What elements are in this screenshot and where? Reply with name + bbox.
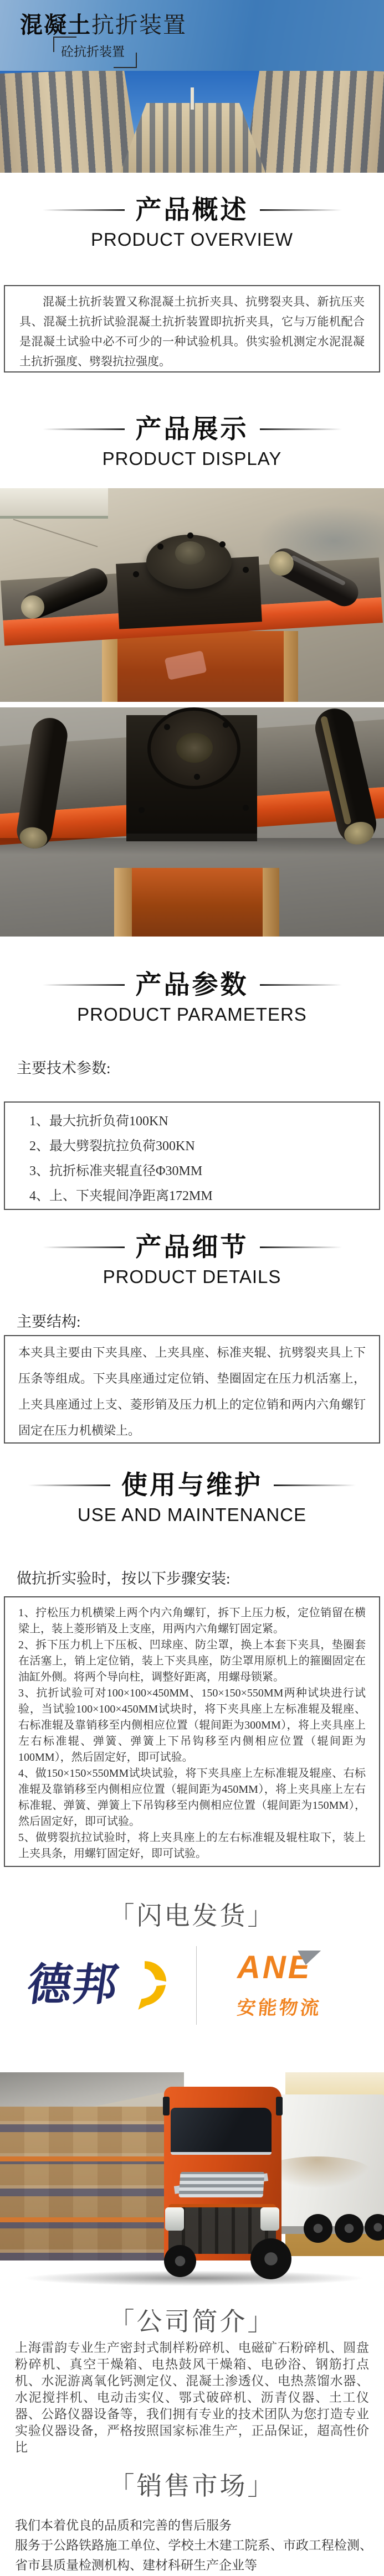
maintenance-step: 5、做劈裂抗拉试验时，将上夹具座上的左右标准辊及辊柱取下，装上上夹具条，用螺钉固定好，即可试验。 xyxy=(18,1832,366,1860)
section-parameters-header xyxy=(0,970,384,1025)
bolt-hole xyxy=(219,541,226,547)
company-title: 「公司简介」 xyxy=(109,2307,275,2336)
section-title-zh: 产品细节 xyxy=(135,1232,249,1261)
market-body xyxy=(15,2516,372,2575)
parameter-item: 4、上、下夹辊间净距离172MM xyxy=(29,1189,213,1203)
bolt-hole xyxy=(223,722,229,728)
maintenance-step: 3、抗折试验可对100×100×450MM、150×150×550MM两种试块进行试验，当试验100×100×450MM试块时，将下夹具座上左标准辊及辊座、右标准辊及靠销移至内侧相应位置（辊间距为300MM），将上夹具座上左右标准辊、弹簧、弹簧上下吊钩移至内侧相应位置（辊间距为100MM），然后固定好，即可试验。 xyxy=(18,1687,366,1763)
background-machine xyxy=(0,488,108,519)
section-title-zh: 产品概述 xyxy=(135,195,249,224)
building-spire xyxy=(191,87,194,110)
ane-triangle-icon xyxy=(294,1951,321,1965)
floor-crack xyxy=(13,519,98,547)
cab-front-wheel xyxy=(250,2238,291,2279)
divider-line xyxy=(260,209,342,211)
parameter-item: 3、抗折标准夹辊直径Φ30MM xyxy=(29,1164,203,1178)
section-title-en: USE AND MAINTENANCE xyxy=(77,1504,307,1525)
divider-line xyxy=(274,1484,356,1486)
cab-rear-wheel xyxy=(164,2245,196,2277)
maintenance-intro: 做抗折实验时，按以下步骤安装: xyxy=(17,1570,231,1587)
trailer-wheel xyxy=(304,2214,332,2243)
mirror-right xyxy=(276,2097,283,2115)
bolt-hole xyxy=(164,724,170,730)
bolt-hole xyxy=(243,805,249,811)
parameter-item: 1、最大抗折负荷100KN xyxy=(29,1114,168,1129)
product-photo-2 xyxy=(0,707,384,937)
company-body: 上海雷韵专业生产密封式制样粉碎机、电磁矿石粉碎机、圆盘粉碎机、真空干燥箱、电热鼓风干燥箱、电砂浴、钢筋打点机、水泥游离氧化钙测定仪、混凝土渗透仪、电热蒸馏水器、水泥搅拌机、电动击实仪、鄂式破碎机、沥青仪器、土工仪器、公路仪器设备等，我们拥有专业的技术团队为您打造专业实验仪器设备，严格按照国家标准生产，正品保证，超高性价比 xyxy=(15,2340,369,2454)
section-overview-header xyxy=(0,195,384,250)
truck-cab xyxy=(164,2087,281,2261)
wooden-crate xyxy=(132,868,263,937)
divider-line xyxy=(43,984,125,986)
divider-line xyxy=(260,1246,342,1248)
divider-line xyxy=(28,1484,110,1486)
section-title-en: PRODUCT OVERVIEW xyxy=(91,229,293,250)
market-line-1: 我们本着优良的品质和完善的售后服务 xyxy=(15,2518,232,2532)
building-right xyxy=(242,71,384,173)
fixture-boss xyxy=(175,541,205,565)
section-title-en: PRODUCT PARAMETERS xyxy=(77,1004,307,1025)
fixture-boss xyxy=(176,733,213,763)
parameters-box xyxy=(4,1101,380,1210)
logistics-logos xyxy=(0,1944,384,2028)
market-line-2: 服务于公路铁路施工单位、学校土木建工院系、市政工程检测、省市县质量检测机构、建材科研生产企业等 xyxy=(15,2538,372,2572)
headlight-left xyxy=(165,2207,184,2231)
parameter-item: 2、最大劈裂抗拉负荷300KN xyxy=(29,1139,195,1153)
mirror-left xyxy=(163,2097,170,2115)
bolt-hole xyxy=(133,571,139,577)
section-display-header xyxy=(0,414,384,469)
maintenance-step: 4、做150×150×550MM试块试验，将下夹具座上左标准辊及辊座、右标准辊及靠销移至内侧相应位置（辊间距为450MM），将上夹具座上左右标准辊、弹簧、弹簧上下吊钩移至内侧相应位置（辊间距为150MM），然后固定好，即可试验。 xyxy=(18,1767,366,1828)
ane-letters: ANE xyxy=(237,1949,312,1985)
section-title-zh: 使用与维护 xyxy=(121,1470,263,1499)
details-body: 本夹具主要由下夹具座、上夹具座、标准夹辊、抗劈裂夹具上下压条等组成。下夹具座通过定位销、垫圈固定在压力机活塞上，上夹具座通过上支、菱形销及压力机上的定位销和两内六角螺钉固定在压力机横梁上。 xyxy=(18,1346,366,1437)
building-left xyxy=(0,71,142,173)
divider-line xyxy=(43,209,125,211)
shelf-beam xyxy=(0,2217,180,2222)
overview-body: 混凝土抗折装置又称混凝土抗折夹具、抗劈裂夹具、新抗压夹具、混凝土抗折试验混凝土抗折装置即抗折夹具，它与万能机配合是混凝土试验中必不可少的一种试验机具。供实验机测定水泥混凝土抗折强度、劈裂抗拉强度。 xyxy=(19,295,365,368)
deppon-logo xyxy=(24,1958,167,2011)
page-title-light: 抗折装置 xyxy=(91,12,187,38)
section-title-en: PRODUCT DISPLAY xyxy=(102,448,282,469)
overview-text-box xyxy=(4,285,380,373)
warehouse-boxes xyxy=(0,2107,180,2261)
trailer-wheel xyxy=(335,2214,363,2243)
windshield xyxy=(171,2108,272,2155)
section-maintenance-header xyxy=(0,1470,384,1525)
deppon-arrow-icon xyxy=(124,1958,167,2011)
shelf-beam xyxy=(0,2156,180,2161)
section-details-header xyxy=(0,1232,384,1287)
logistics-truck-photo xyxy=(0,2072,384,2291)
details-box xyxy=(4,1335,380,1444)
divider-line xyxy=(43,1246,125,1248)
section-title-en: PRODUCT DETAILS xyxy=(103,1266,281,1287)
page-title-bold: 混凝土 xyxy=(20,12,91,38)
maintenance-step: 2、拆下压力机上下压板、凹球座、防尘罩，换上本套下夹具，垫圈套在活塞上，销上定位销，装上下夹具座，防尘罩用原机上的箍圈固定在油缸外侧。将两个导向柱，调整好距离，用螺母锁紧。 xyxy=(18,1639,366,1683)
headlight-right xyxy=(260,2207,279,2231)
page-title xyxy=(20,7,187,39)
product-photo-1 xyxy=(0,488,384,702)
bolt-hole xyxy=(194,774,200,780)
section-title-zh: 产品参数 xyxy=(135,970,249,999)
maintenance-step: 1、拧松压力机横梁上两个内六角螺钉，拆下上压力板，定位销留在横梁上，装上菱形销及上支座，用两内六角螺钉固定紧。 xyxy=(18,1607,366,1635)
building-center xyxy=(110,103,276,173)
hero-banner xyxy=(0,0,384,173)
bolt-hole xyxy=(243,567,249,573)
section-title-zh: 产品展示 xyxy=(135,414,249,443)
bolt-hole xyxy=(187,532,193,539)
ane-wordmark xyxy=(237,1949,376,1985)
truck-shadow xyxy=(22,2270,366,2286)
grille xyxy=(178,2172,264,2197)
bolt-hole xyxy=(139,807,145,813)
ane-logo xyxy=(236,1949,376,2020)
page-subtitle: 砼抗折装置 xyxy=(53,37,134,66)
maintenance-steps-box xyxy=(4,1596,380,1867)
details-intro: 主要结构: xyxy=(17,1313,81,1330)
divider-line xyxy=(260,428,342,430)
shipping-title: 「闪电发货」 xyxy=(109,1901,275,1930)
logo-divider xyxy=(196,1946,197,2025)
parameters-intro: 主要技术参数: xyxy=(17,1060,111,1077)
ane-subtitle: 安能物流 xyxy=(236,1998,322,2019)
buildings-photo xyxy=(0,71,384,173)
divider-line xyxy=(43,428,125,430)
deppon-wordmark: 德邦 xyxy=(24,1960,122,2009)
bolt-hole xyxy=(157,544,163,550)
divider-line xyxy=(260,984,342,986)
market-title: 「销售市场」 xyxy=(109,2471,275,2500)
